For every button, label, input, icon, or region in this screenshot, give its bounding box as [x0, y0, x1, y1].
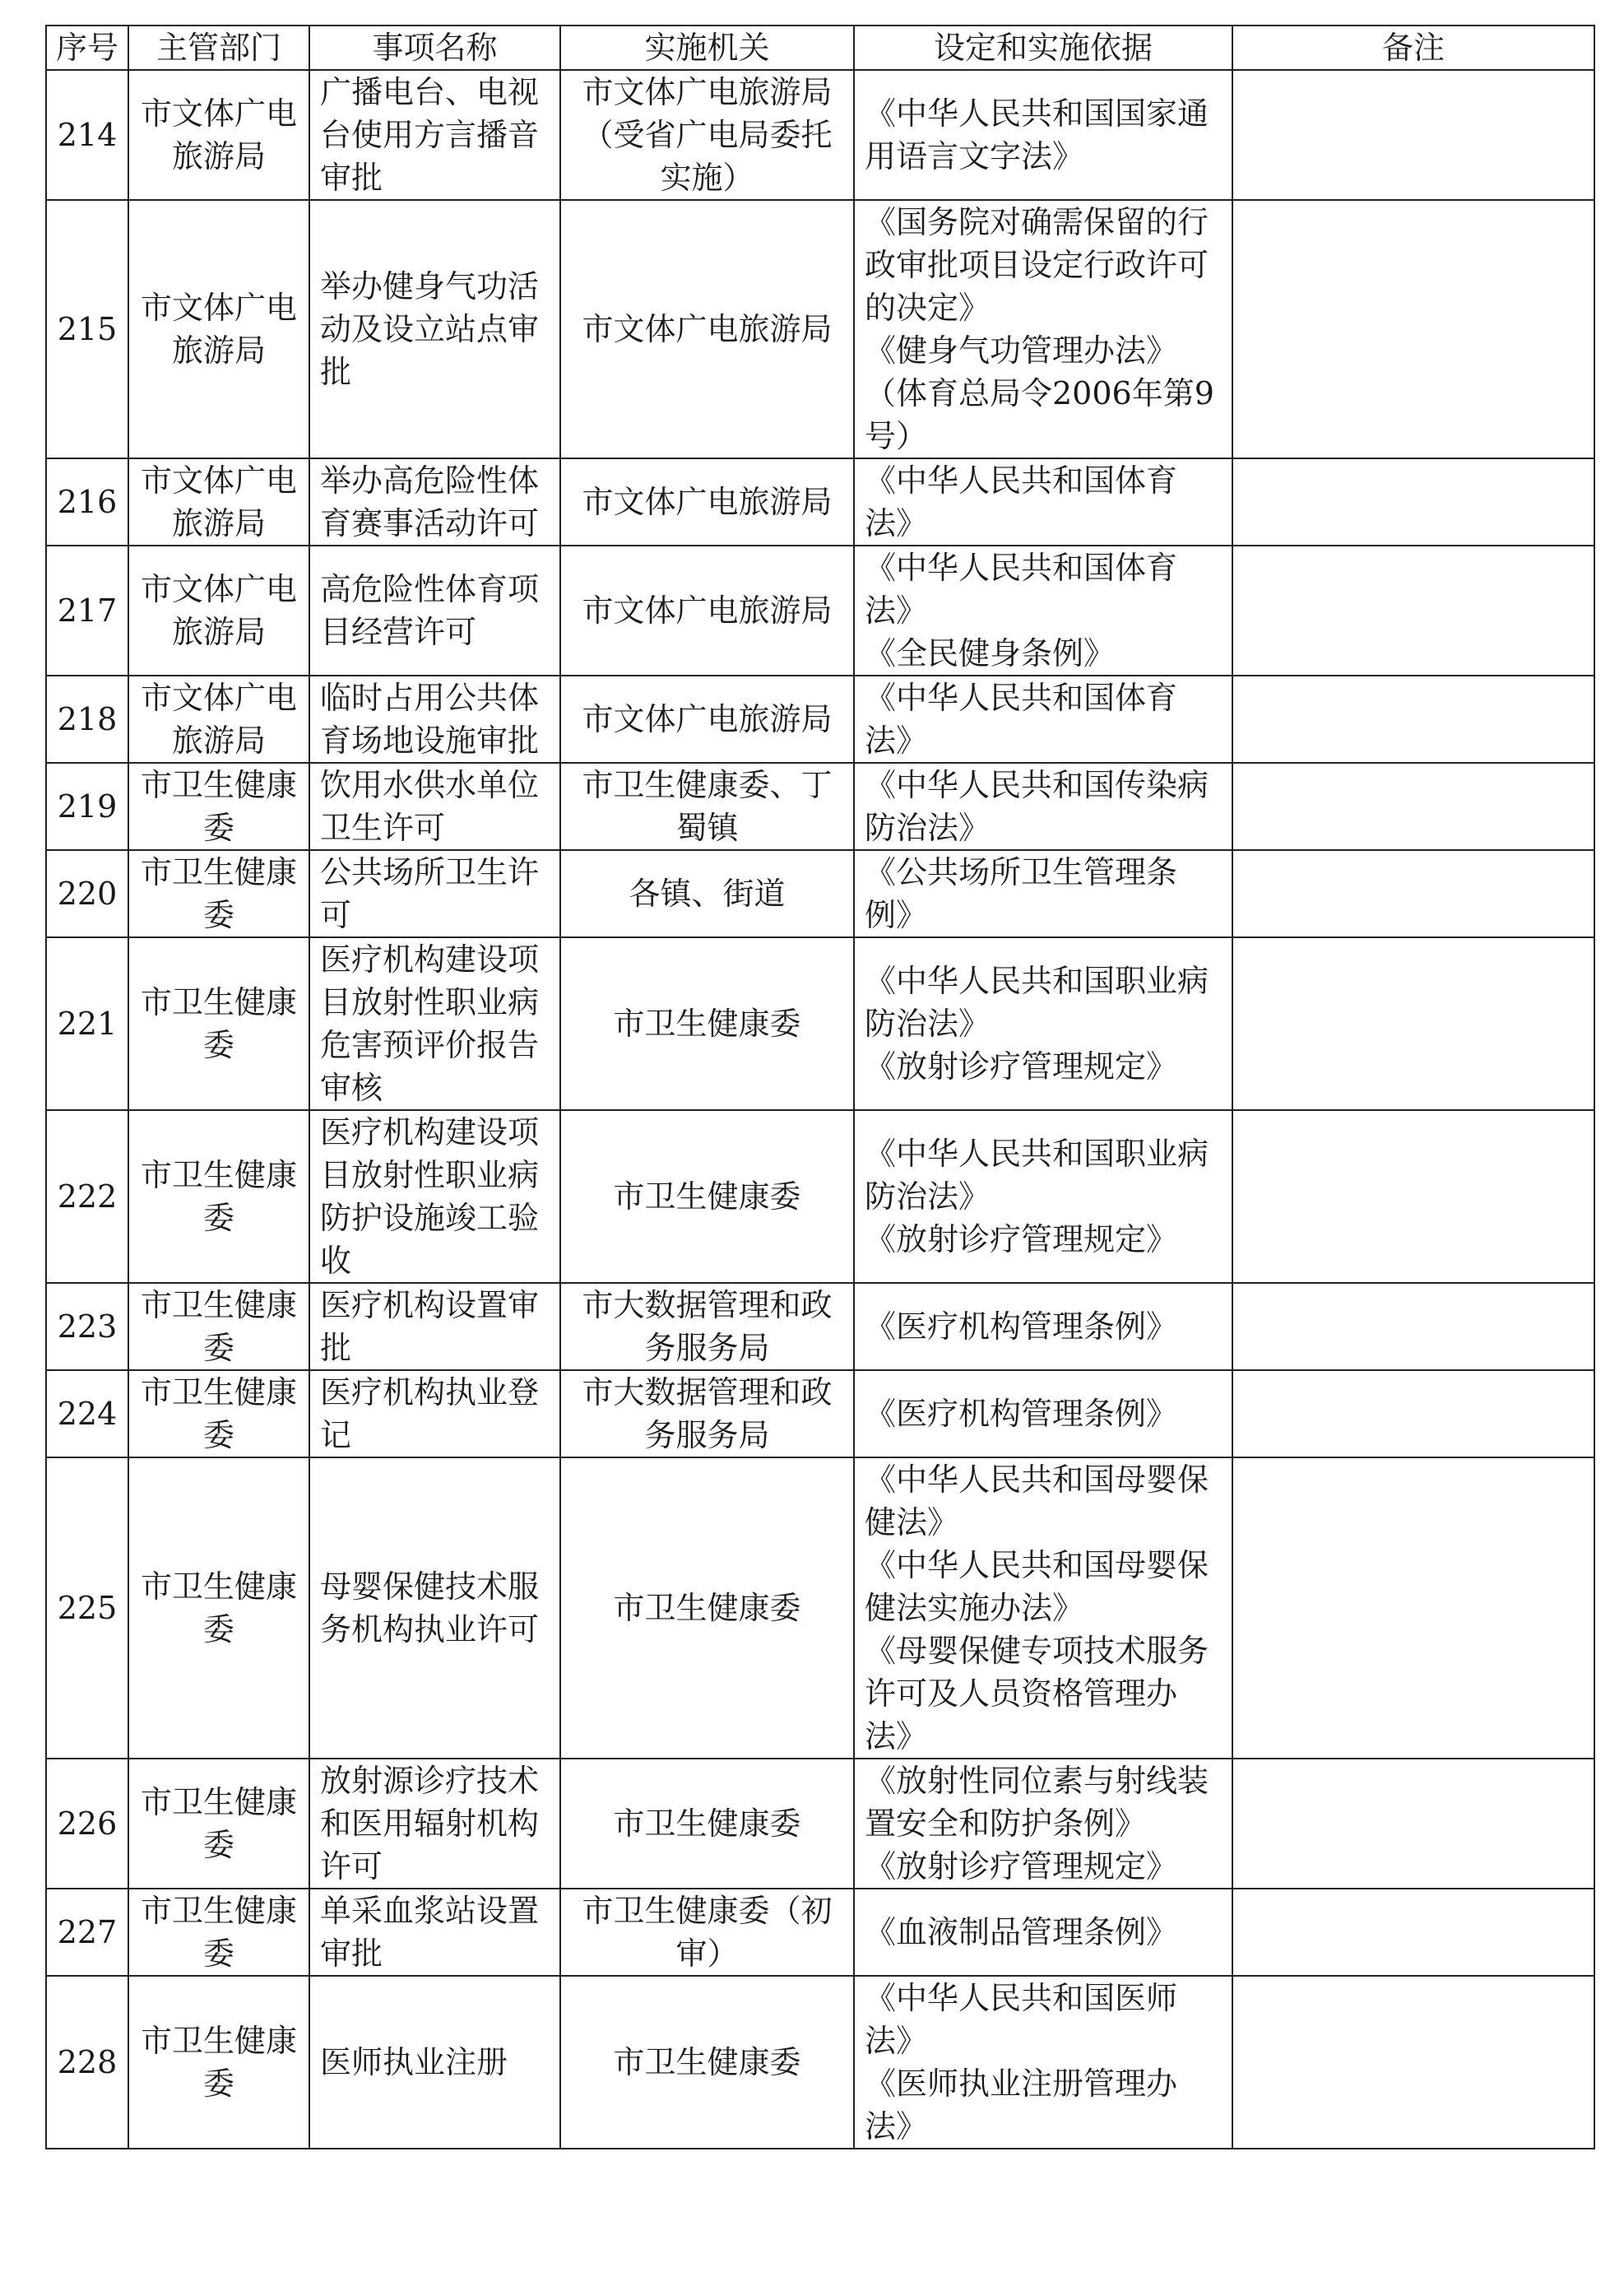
- item-cell: 医疗机构建设项目放射性职业病防护设施竣工验收: [309, 1110, 560, 1283]
- org-cell: 各镇、街道: [560, 850, 854, 937]
- org-cell: 市文体广电旅游局: [560, 458, 854, 546]
- org-cell: 市大数据管理和政务服务局: [560, 1283, 854, 1370]
- item-cell: 举办高危险性体育赛事活动许可: [309, 458, 560, 546]
- header-note: 备注: [1232, 26, 1594, 70]
- note-cell: [1232, 1889, 1594, 1976]
- item-cell: 医疗机构设置审批: [309, 1283, 560, 1370]
- seq-cell: 220: [46, 850, 128, 937]
- basis-line: 《血液制品管理条例》: [865, 1914, 1178, 1950]
- table-row: [46, 1283, 1594, 1370]
- seq-cell: 219: [46, 763, 128, 850]
- note-cell: [1232, 1976, 1594, 2149]
- table-header-row: [46, 26, 1594, 70]
- seq-cell: 225: [46, 1457, 128, 1759]
- basis-line: 《母婴保健专项技术服务许可及人员资格管理办法》: [865, 1633, 1209, 1754]
- item-cell: 饮用水供水单位卫生许可: [309, 763, 560, 850]
- table-row: [46, 676, 1594, 763]
- basis-cell: [854, 1110, 1232, 1283]
- table-row: [46, 70, 1594, 200]
- basis-line: 《中华人民共和国母婴保健法实施办法》: [865, 1547, 1209, 1626]
- basis-cell: [854, 1976, 1232, 2149]
- item-cell: 临时占用公共体育场地设施审批: [309, 676, 560, 763]
- item-cell: 公共场所卫生许可: [309, 850, 560, 937]
- basis-cell: [854, 1283, 1232, 1370]
- org-cell: 市卫生健康委: [560, 1976, 854, 2149]
- dept-cell: 市卫生健康委: [128, 1889, 309, 1976]
- basis-line: 《国务院对确需保留的行政审批项目设定行政许可的决定》: [865, 204, 1209, 326]
- item-cell: 高危险性体育项目经营许可: [309, 546, 560, 676]
- basis-line: 《中华人民共和国体育法》: [865, 550, 1178, 629]
- basis-line: 《中华人民共和国体育法》: [865, 680, 1178, 759]
- dept-cell: 市卫生健康委: [128, 1457, 309, 1759]
- basis-cell: [854, 70, 1232, 200]
- seq-cell: 216: [46, 458, 128, 546]
- basis-line: 《放射诊疗管理规定》: [865, 1221, 1178, 1257]
- dept-cell: 市卫生健康委: [128, 1283, 309, 1370]
- org-cell: 市文体广电旅游局: [560, 546, 854, 676]
- basis-line: 《中华人民共和国母婴保健法》: [865, 1462, 1209, 1540]
- dept-cell: 市文体广电旅游局: [128, 546, 309, 676]
- header-seq: 序号: [46, 26, 128, 70]
- basis-line: 《放射诊疗管理规定》: [865, 1848, 1178, 1884]
- basis-cell: [854, 676, 1232, 763]
- org-cell: 市大数据管理和政务服务局: [560, 1370, 854, 1457]
- note-cell: [1232, 850, 1594, 937]
- table-row: [46, 1457, 1594, 1759]
- dept-cell: 市卫生健康委: [128, 1110, 309, 1283]
- item-cell: 单采血浆站设置审批: [309, 1889, 560, 1976]
- seq-cell: 223: [46, 1283, 128, 1370]
- item-cell: 医疗机构执业登记: [309, 1370, 560, 1457]
- table-row: [46, 937, 1594, 1110]
- table-row: [46, 850, 1594, 937]
- note-cell: [1232, 1457, 1594, 1759]
- dept-cell: 市卫生健康委: [128, 1370, 309, 1457]
- note-cell: [1232, 1759, 1594, 1889]
- basis-line: 《中华人民共和国国家通用语言文字法》: [865, 95, 1209, 174]
- dept-cell: 市卫生健康委: [128, 1976, 309, 2149]
- org-cell: 市卫生健康委: [560, 937, 854, 1110]
- note-cell: [1232, 70, 1594, 200]
- table-row: [46, 200, 1594, 458]
- org-cell: 市卫生健康委: [560, 1457, 854, 1759]
- basis-line: 《中华人民共和国传染病防治法》: [865, 767, 1209, 846]
- note-cell: [1232, 1283, 1594, 1370]
- basis-line: 《全民健身条例》: [865, 635, 1116, 672]
- note-cell: [1232, 1370, 1594, 1457]
- table-row: [46, 1889, 1594, 1976]
- basis-line: 《中华人民共和国体育法》: [865, 462, 1178, 541]
- seq-cell: 215: [46, 200, 128, 458]
- dept-cell: 市文体广电旅游局: [128, 70, 309, 200]
- table-row: [46, 1976, 1594, 2149]
- dept-cell: 市文体广电旅游局: [128, 676, 309, 763]
- dept-cell: 市文体广电旅游局: [128, 458, 309, 546]
- org-cell: 市卫生健康委: [560, 1759, 854, 1889]
- basis-cell: [854, 937, 1232, 1110]
- org-cell: 市卫生健康委: [560, 1110, 854, 1283]
- seq-cell: 228: [46, 1976, 128, 2149]
- basis-cell: [854, 763, 1232, 850]
- item-cell: 医疗机构建设项目放射性职业病危害预评价报告审核: [309, 937, 560, 1110]
- table-row: [46, 763, 1594, 850]
- basis-cell: [854, 200, 1232, 458]
- basis-line: 《医师执业注册管理办法》: [865, 2066, 1178, 2145]
- seq-cell: 217: [46, 546, 128, 676]
- basis-cell: [854, 1889, 1232, 1976]
- dept-cell: 市卫生健康委: [128, 1759, 309, 1889]
- header-item: 事项名称: [309, 26, 560, 70]
- seq-cell: 214: [46, 70, 128, 200]
- table-row: [46, 1110, 1594, 1283]
- org-cell: 市文体广电旅游局: [560, 200, 854, 458]
- item-cell: 广播电台、电视台使用方言播音审批: [309, 70, 560, 200]
- dept-cell: 市卫生健康委: [128, 937, 309, 1110]
- org-cell: 市文体广电旅游局: [560, 676, 854, 763]
- dept-cell: 市卫生健康委: [128, 850, 309, 937]
- note-cell: [1232, 458, 1594, 546]
- header-dept: 主管部门: [128, 26, 309, 70]
- item-cell: 母婴保健技术服务机构执业许可: [309, 1457, 560, 1759]
- table-row: [46, 458, 1594, 546]
- item-cell: 放射源诊疗技术和医用辐射机构许可: [309, 1759, 560, 1889]
- org-cell: 市文体广电旅游局（受省广电局委托实施）: [560, 70, 854, 200]
- item-cell: 医师执业注册: [309, 1976, 560, 2149]
- table-row: [46, 546, 1594, 676]
- seq-cell: 218: [46, 676, 128, 763]
- seq-cell: 224: [46, 1370, 128, 1457]
- dept-cell: 市卫生健康委: [128, 763, 309, 850]
- org-cell: 市卫生健康委（初审）: [560, 1889, 854, 1976]
- header-basis: 设定和实施依据: [854, 26, 1232, 70]
- basis-cell: [854, 458, 1232, 546]
- seq-cell: 227: [46, 1889, 128, 1976]
- note-cell: [1232, 546, 1594, 676]
- basis-cell: [854, 1370, 1232, 1457]
- basis-cell: [854, 1457, 1232, 1759]
- basis-line: 《放射性同位素与射线装置安全和防护条例》: [865, 1763, 1209, 1842]
- seq-cell: 226: [46, 1759, 128, 1889]
- header-org: 实施机关: [560, 26, 854, 70]
- note-cell: [1232, 200, 1594, 458]
- seq-cell: 222: [46, 1110, 128, 1283]
- basis-line: 《医疗机构管理条例》: [865, 1396, 1178, 1432]
- basis-line: 《中华人民共和国职业病防治法》: [865, 963, 1209, 1042]
- basis-cell: [854, 850, 1232, 937]
- org-cell: 市卫生健康委、丁蜀镇: [560, 763, 854, 850]
- approval-items-table: [45, 25, 1595, 2149]
- note-cell: [1232, 676, 1594, 763]
- note-cell: [1232, 1110, 1594, 1283]
- basis-line: 《医疗机构管理条例》: [865, 1308, 1178, 1345]
- table-row: [46, 1759, 1594, 1889]
- basis-cell: [854, 546, 1232, 676]
- basis-cell: [854, 1759, 1232, 1889]
- basis-line: 《中华人民共和国职业病防治法》: [865, 1136, 1209, 1215]
- table-row: [46, 1370, 1594, 1457]
- dept-cell: 市文体广电旅游局: [128, 200, 309, 458]
- basis-line: 《健身气功管理办法》（体育总局令2006年第9号）: [865, 332, 1214, 454]
- basis-line: 《公共场所卫生管理条例》: [865, 854, 1178, 933]
- seq-cell: 221: [46, 937, 128, 1110]
- table-body: [46, 70, 1594, 2149]
- note-cell: [1232, 937, 1594, 1110]
- basis-line: 《放射诊疗管理规定》: [865, 1048, 1178, 1085]
- note-cell: [1232, 763, 1594, 850]
- basis-line: 《中华人民共和国医师法》: [865, 1980, 1178, 2059]
- item-cell: 举办健身气功活动及设立站点审批: [309, 200, 560, 458]
